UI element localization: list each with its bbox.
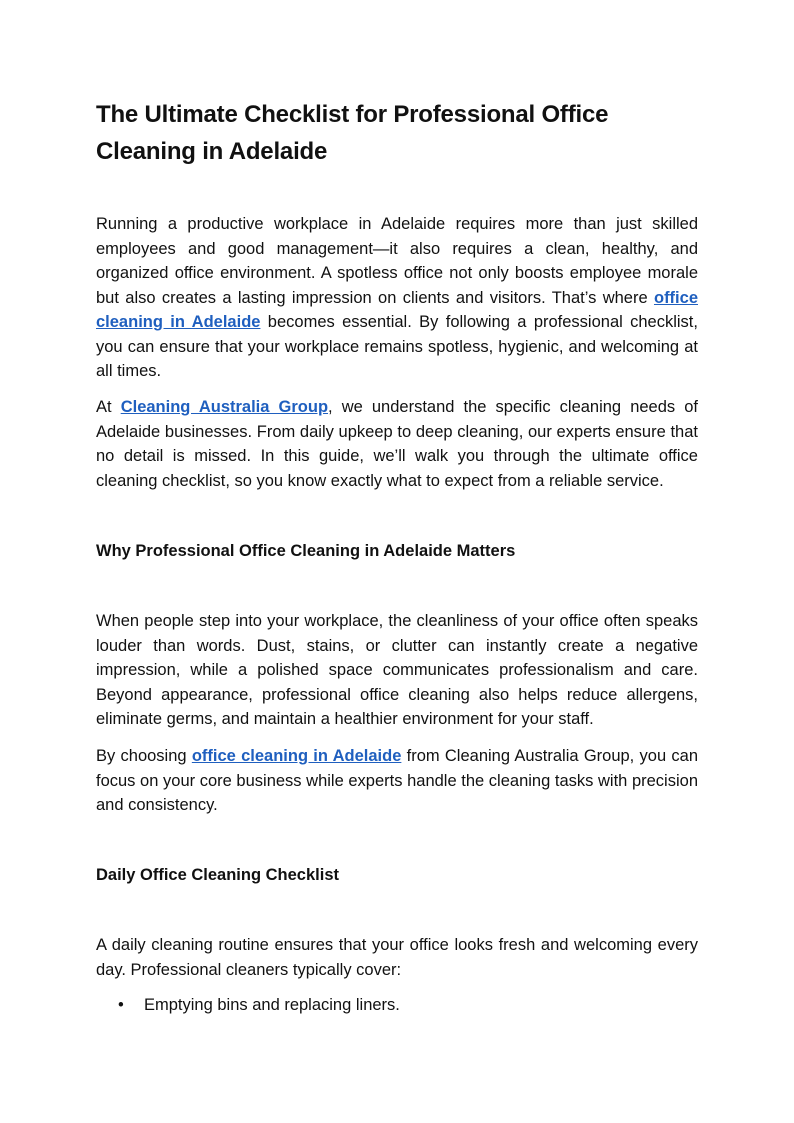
section1-paragraph-2 (96, 744, 698, 818)
section2-paragraph-1: A daily cleaning routine ensures that your office looks fresh and welcoming every day. Professional cleaners typically cover: (96, 936, 698, 979)
bullet-dot-icon: • (118, 996, 124, 1014)
intro-paragraph-2-text-b: , we understand the specific cleaning needs of Adelaide businesses. From daily upkeep to deep cleaning, our experts ensure that no detail is missed. In this guide, we’ll walk you through the ultimate office cleaning checklist, so you know exactly what to expect from a reliable service. (96, 398, 698, 490)
office-cleaning-adelaide-link-2[interactable]: office cleaning in Adelaide (191, 747, 402, 765)
section1-paragraph-1: When people step into your workplace, the cleanliness of your office often speaks louder than words. Dust, stains, or clutter can instantly create a negative impression, while a polished space communicates professionalism and care. Beyond appearance, professional office cleaning also helps reduce allergens, eliminate germs, and maintain a healthier environment for your staff. (96, 612, 698, 728)
cleaning-australia-group-link[interactable]: Cleaning Australia Group (120, 398, 329, 416)
daily-checklist-list (96, 993, 698, 1018)
intro-paragraph-2 (96, 395, 698, 493)
list-item (96, 993, 698, 1018)
section1-paragraph-2-text-b: from Cleaning Australia Group, you can focus on your core business while experts handle the cleaning tasks with precision and consistency. (96, 747, 698, 814)
intro-paragraph-1-text-a: Running a productive workplace in Adelaide requires more than just skilled employees and good management—it also requires a clean, healthy, and organized office environment. A spotless office not only boosts employee morale but also creates a lasting impression on clients and visitors. That’s where (96, 215, 698, 307)
intro-paragraph-2-text-a: At (96, 398, 121, 416)
intro-paragraph-1-text-b: becomes essential. By following a professional checklist, you can ensure that your workplace remains spotless, hygienic, and welcoming at all times. (96, 313, 698, 380)
section1-paragraph-2-text-a: By choosing (96, 747, 192, 765)
intro-paragraph-1 (96, 212, 698, 384)
page-title: The Ultimate Checklist for Professional Office Cleaning in Adelaide (96, 101, 609, 165)
list-item-text: Emptying bins and replacing liners. (144, 996, 400, 1014)
office-cleaning-adelaide-link[interactable]: office cleaning in Adelaide (96, 288, 698, 331)
section-heading-daily-checklist: Daily Office Cleaning Checklist (96, 866, 339, 884)
section-heading-why-matters: Why Professional Office Cleaning in Adelaide Matters (96, 542, 516, 560)
